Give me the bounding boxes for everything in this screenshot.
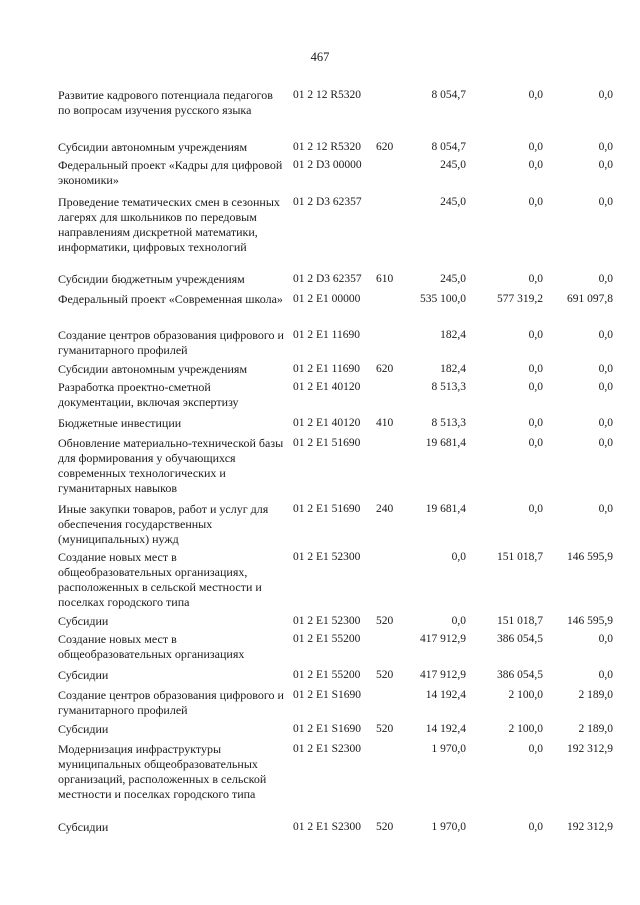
- row-expense-type: 520: [376, 821, 394, 833]
- row-name: Создание центров образования цифрового и гуманитарного профилей: [58, 688, 284, 717]
- row-code: 01 2 E1 11690: [293, 363, 360, 375]
- table-row: [0, 688, 640, 720]
- table-row: [0, 436, 640, 498]
- row-name: Субсидии: [58, 820, 109, 834]
- row-code: 01 2 E1 52300: [293, 615, 361, 627]
- row-value-2: 0,0: [528, 329, 543, 341]
- row-name: Субсидии автономным учреждениям: [58, 140, 248, 154]
- row-value-1: 245,0: [440, 159, 466, 171]
- row-value-1: 8 054,7: [431, 89, 466, 101]
- table-row: [0, 722, 640, 738]
- row-code: 01 2 E1 55200: [293, 633, 361, 645]
- row-value-3: 0,0: [598, 503, 613, 515]
- row-name: Субсидии бюджетным учреждениям: [58, 272, 245, 286]
- table-row: [0, 380, 640, 412]
- row-name: Модернизация инфраструктуры муниципальных общеобразовательных организаций, расположенных в сельской местности и поселках городского типа: [58, 742, 267, 801]
- row-value-2: 2 100,0: [508, 723, 543, 735]
- row-name: Субсидии: [58, 668, 109, 682]
- row-value-3: 146 595,9: [567, 551, 613, 563]
- row-code: 01 2 D3 62357: [293, 196, 362, 208]
- row-value-1: 19 681,4: [425, 503, 466, 515]
- row-value-3: 192 312,9: [567, 743, 613, 755]
- page-number: 467: [310, 50, 330, 64]
- table-row: [0, 502, 640, 548]
- table-row: [0, 195, 640, 267]
- row-value-1: 245,0: [440, 273, 466, 285]
- row-expense-type: 620: [376, 363, 394, 375]
- table-row: [0, 742, 640, 818]
- table-row: [0, 140, 640, 156]
- row-value-3: 0,0: [598, 141, 613, 153]
- row-expense-type: 520: [376, 723, 394, 735]
- row-name: Обновление материально-технической базы для формирования у обучающихся современных технологических и гуманитарных навыков: [58, 436, 284, 495]
- row-value-1: 8 513,3: [431, 417, 466, 429]
- row-expense-type: 410: [376, 417, 394, 429]
- row-value-1: 14 192,4: [425, 723, 466, 735]
- row-value-1: 0,0: [451, 615, 466, 627]
- row-name: Проведение тематических смен в сезонных лагерях для школьников по передовым направлениям дискретной математики, информатики, цифровых технологий: [58, 195, 280, 254]
- row-value-1: 535 100,0: [420, 293, 466, 305]
- row-value-1: 417 912,9: [420, 669, 466, 681]
- row-value-3: 0,0: [598, 381, 613, 393]
- row-value-2: 0,0: [528, 159, 543, 171]
- row-value-1: 8 513,3: [431, 381, 466, 393]
- row-expense-type: 620: [376, 141, 394, 153]
- row-value-1: 1 970,0: [431, 743, 466, 755]
- row-value-2: 386 054,5: [497, 669, 543, 681]
- row-name: Федеральный проект «Кадры для цифровой экономики»: [58, 158, 283, 187]
- row-code: 01 2 D3 00000: [293, 159, 362, 171]
- table-row: [0, 550, 640, 612]
- table-row: [0, 88, 640, 136]
- row-value-2: 0,0: [528, 89, 543, 101]
- row-value-2: 0,0: [528, 196, 543, 208]
- table-row: [0, 362, 640, 378]
- row-value-1: 182,4: [440, 363, 466, 375]
- row-name: Субсидии: [58, 614, 109, 628]
- row-code: 01 2 E1 00000: [293, 293, 361, 305]
- row-code: 01 2 E1 51690: [293, 437, 361, 449]
- table-row: [0, 292, 640, 324]
- row-value-3: 2 189,0: [578, 689, 613, 701]
- row-value-3: 0,0: [598, 669, 613, 681]
- row-code: 01 2 E1 S2300: [293, 821, 362, 833]
- row-value-2: 151 018,7: [497, 615, 543, 627]
- row-value-3: 0,0: [598, 196, 613, 208]
- row-code: 01 2 D3 62357: [293, 273, 362, 285]
- row-expense-type: 520: [376, 669, 394, 681]
- row-value-3: 192 312,9: [567, 821, 613, 833]
- row-value-3: 0,0: [598, 159, 613, 171]
- row-name: Федеральный проект «Современная школа»: [58, 292, 283, 306]
- row-value-3: 0,0: [598, 329, 613, 341]
- row-code: 01 2 12 R5320: [293, 89, 362, 101]
- row-name: Разработка проектно-сметной документации, включая экспертизу: [58, 380, 239, 409]
- row-value-2: 0,0: [528, 141, 543, 153]
- row-value-1: 182,4: [440, 329, 466, 341]
- row-code: 01 2 E1 11690: [293, 329, 360, 341]
- row-name: Развитие кадрового потенциала педагогов по вопросам изучения русского языка: [58, 88, 273, 117]
- row-code: 01 2 E1 55200: [293, 669, 361, 681]
- row-value-2: 0,0: [528, 821, 543, 833]
- row-value-1: 8 054,7: [431, 141, 466, 153]
- row-code: 01 2 12 R5320: [293, 141, 362, 153]
- row-value-3: 0,0: [598, 437, 613, 449]
- row-value-3: 0,0: [598, 417, 613, 429]
- row-value-2: 0,0: [528, 503, 543, 515]
- row-value-1: 245,0: [440, 196, 466, 208]
- table-row: [0, 272, 640, 288]
- row-value-3: 691 097,8: [567, 293, 613, 305]
- table-row: [0, 158, 640, 190]
- row-code: 01 2 E1 51690: [293, 503, 361, 515]
- row-code: 01 2 E1 40120: [293, 381, 361, 393]
- row-value-2: 577 319,2: [497, 293, 543, 305]
- row-expense-type: 240: [376, 503, 394, 515]
- row-code: 01 2 E1 S1690: [293, 723, 362, 735]
- row-value-1: 1 970,0: [431, 821, 466, 833]
- row-value-2: 0,0: [528, 743, 543, 755]
- row-value-1: 0,0: [451, 551, 466, 563]
- row-value-2: 0,0: [528, 437, 543, 449]
- table-row: [0, 328, 640, 360]
- row-name: Создание новых мест в общеобразовательных организациях: [58, 632, 245, 661]
- row-code: 01 2 E1 40120: [293, 417, 361, 429]
- row-value-2: 151 018,7: [497, 551, 543, 563]
- table-row: [0, 416, 640, 432]
- table-row: [0, 614, 640, 630]
- row-value-2: 0,0: [528, 363, 543, 375]
- row-value-3: 0,0: [598, 633, 613, 645]
- row-value-2: 0,0: [528, 381, 543, 393]
- row-name: Создание новых мест в общеобразовательных организациях, расположенных в сельской местности и поселках городского типа: [58, 550, 262, 609]
- row-name: Иные закупки товаров, работ и услуг для обеспечения государственных (муниципальных) нужд: [58, 502, 269, 546]
- row-value-1: 417 912,9: [420, 633, 466, 645]
- row-code: 01 2 E1 S1690: [293, 689, 362, 701]
- row-value-3: 0,0: [598, 89, 613, 101]
- table-row: [0, 820, 640, 836]
- row-value-2: 0,0: [528, 273, 543, 285]
- table-row: [0, 668, 640, 684]
- row-expense-type: 610: [376, 273, 394, 285]
- row-name: Бюджетные инвестиции: [58, 416, 182, 430]
- table-row: [0, 632, 640, 664]
- row-value-3: 0,0: [598, 363, 613, 375]
- row-value-2: 0,0: [528, 417, 543, 429]
- row-expense-type: 520: [376, 615, 394, 627]
- row-name: Создание центров образования цифрового и гуманитарного профилей: [58, 328, 284, 357]
- row-name: Субсидии: [58, 722, 109, 736]
- row-value-2: 386 054,5: [497, 633, 543, 645]
- row-value-3: 0,0: [598, 273, 613, 285]
- row-value-3: 2 189,0: [578, 723, 613, 735]
- row-value-2: 2 100,0: [508, 689, 543, 701]
- row-code: 01 2 E1 52300: [293, 551, 361, 563]
- row-value-1: 19 681,4: [425, 437, 466, 449]
- row-code: 01 2 E1 S2300: [293, 743, 362, 755]
- row-value-3: 146 595,9: [567, 615, 613, 627]
- row-name: Субсидии автономным учреждениям: [58, 362, 248, 376]
- row-value-1: 14 192,4: [425, 689, 466, 701]
